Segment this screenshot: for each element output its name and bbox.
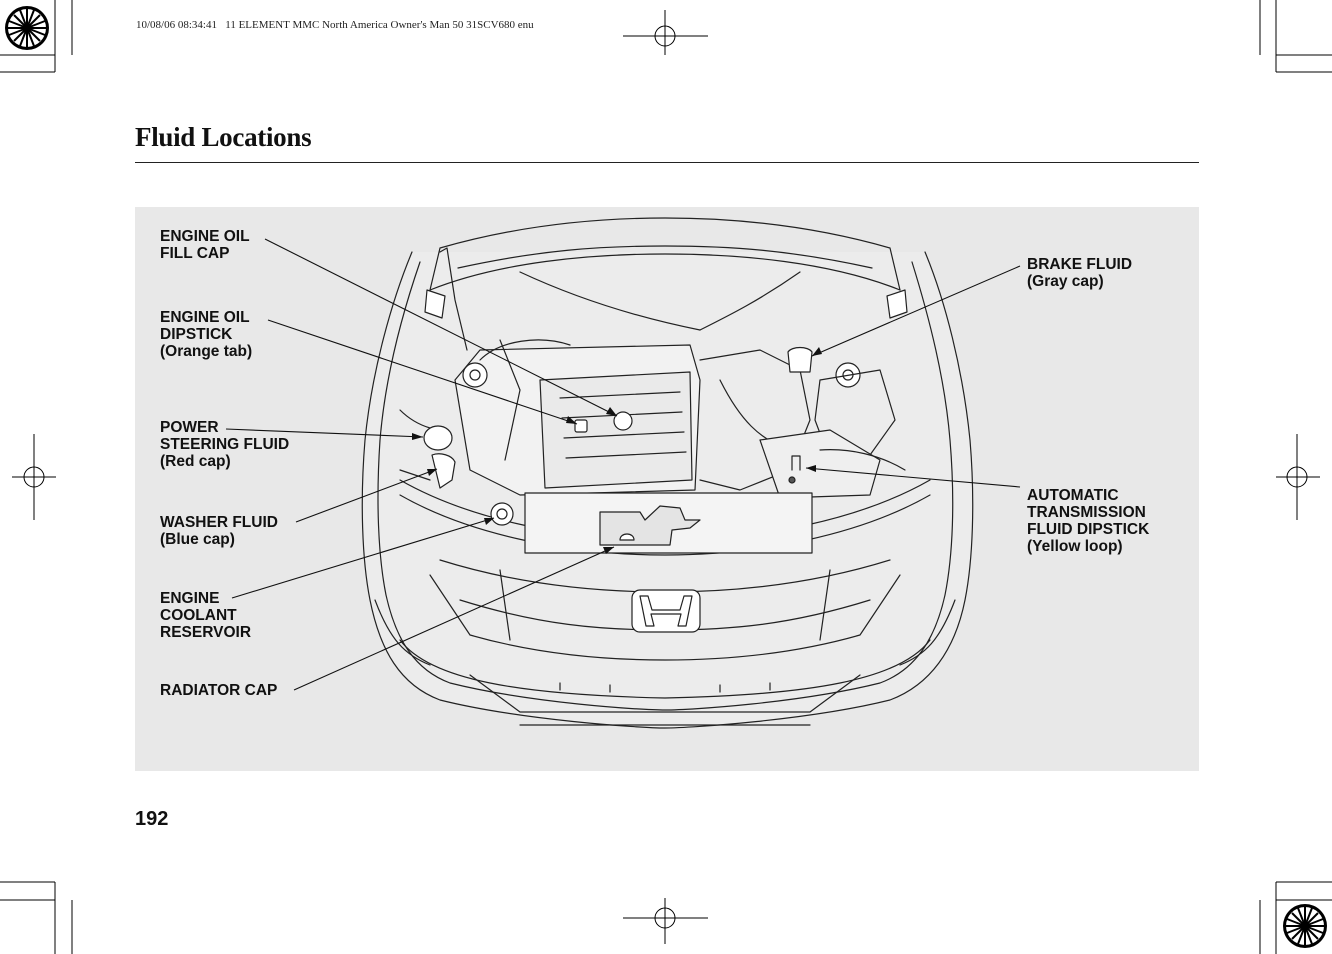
print-header: 10/08/06 08:34:41 11 ELEMENT MMC North America Owner's Man 50 31SCV680 enu [136,19,534,31]
page-title: Fluid Locations [135,122,312,152]
callout-power-steering-fluid: POWER STEERING FLUID (Red cap) [160,419,290,470]
callout-automatic-transmission-fluid-dipstick: AUTOMATIC TRANSMISSION FLUID DIPSTICK (Yellow loop) [1027,487,1150,555]
callout-washer-fluid: WASHER FLUID (Blue cap) [160,514,278,548]
callout-engine-oil-fill-cap: ENGINE OIL FILL CAP [160,228,250,262]
callout-engine-coolant-reservoir: ENGINE COOLANT RESERVOIR [160,590,252,641]
callout-brake-fluid: BRAKE FLUID (Gray cap) [1027,256,1133,290]
callout-engine-oil-dipstick: ENGINE OIL DIPSTICK (Orange tab) [160,309,253,360]
page-number: 192 [135,808,169,830]
callout-radiator-cap: RADIATOR CAP [160,682,278,699]
